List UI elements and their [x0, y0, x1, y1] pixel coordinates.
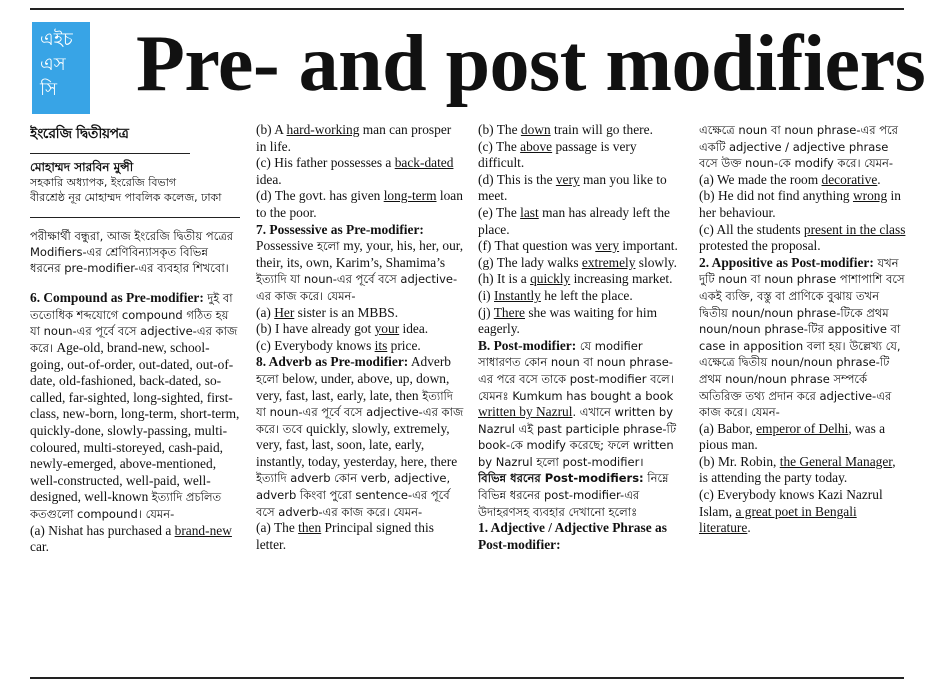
section-2-heading: 2. Appositive as Post-modifier: — [699, 254, 874, 270]
example-text: protested the proposal. — [699, 238, 821, 254]
example-text: (b) A — [256, 122, 287, 137]
example-text: . — [877, 171, 881, 187]
example-text: (c) Everybody knows Kazi Nazrul Islam, — [699, 487, 883, 519]
example-text: train will go there. — [550, 122, 653, 137]
example-text: (a) We made the room — [699, 171, 822, 187]
author-info — [30, 175, 240, 205]
section-6 — [30, 290, 240, 522]
section-tag: ইংরেজি দ্বিতীয়পত্র — [30, 126, 129, 142]
example-text: she was waiting for him eagerly. — [478, 304, 658, 337]
example-text: (d) The govt. has given — [256, 188, 384, 204]
example-text: (b) The — [478, 122, 521, 137]
example-text: sister is an MBBS. — [294, 304, 399, 320]
author-designation: সহকারি অধ্যাপক, ইংরেজি বিভাগ — [30, 176, 177, 190]
example-underline: long-term — [383, 188, 437, 204]
example-text: , was a pious man. — [699, 420, 886, 453]
example-6d — [256, 188, 464, 221]
example-underline: emperor of Delhi — [756, 420, 849, 436]
section-6-description: দুই বা ততোধিক শব্দযোগে compound গঠিত হয় যা noun-এর পূর্বে বসে adjective-এর কাজ করে। — [30, 291, 238, 355]
example-text: loan to the poor. — [256, 188, 463, 220]
example-underline: very — [595, 238, 620, 254]
example-underline: present in the class — [803, 221, 906, 237]
section-8-bn: ইত্যাদি যা noun-এর পূর্বে বসে adjective-এর কাজ করে। তবে — [256, 388, 464, 436]
example-text: (f) That question was — [478, 238, 596, 254]
example-8e — [478, 205, 686, 238]
example-text: in her behaviour. — [699, 188, 901, 220]
example-7a — [256, 305, 464, 322]
example-text: (d) This is the — [478, 171, 556, 187]
column-2 — [256, 122, 464, 671]
example-text: (c) His father possesses a — [256, 155, 395, 171]
example-8c — [478, 139, 686, 172]
column-4 — [699, 122, 906, 671]
example-8b — [478, 122, 686, 139]
section-7-bn: হলো — [313, 239, 344, 254]
section-6-heading: 6. Compound as Pre-modifier: — [30, 290, 204, 306]
example-underline: then — [298, 520, 322, 536]
example-text: (g) The lady walks — [478, 254, 582, 270]
example-7c — [256, 338, 464, 355]
hsc-badge: এইচ এস সি — [32, 22, 90, 114]
example-text: (j) — [478, 304, 494, 320]
example-underline: last — [520, 204, 539, 220]
section-8-bn: ইত্যাদি adverb কোন verb, adjective, adverb কিংবা পুরো sentence-এর পূর্বে বসে adverb-এর কাজ করে। যেমন- — [256, 471, 451, 519]
example-underline: There — [493, 304, 525, 320]
section-b-description: যে modifier সাধারণত কোন noun বা noun phrase-এর পরে বসে তাকে post-modifier বলে। যেমনঃ Kumkum has bought a book — [478, 338, 674, 403]
example-text: increasing market. — [570, 271, 673, 287]
example-underline: your — [374, 321, 400, 337]
section-8-list: quickly, slowly, extremely, very, fast, last, soon, late, early, instantly, today, yesterday, here, there — [256, 420, 458, 469]
top-rule — [30, 8, 904, 10]
example-underline: written by Nazrul — [478, 404, 573, 420]
example-text: slowly. — [635, 254, 677, 270]
example-text: important. — [619, 238, 678, 254]
example-text: (c) The — [478, 138, 521, 154]
example-text: idea. — [256, 171, 282, 187]
example-8i — [478, 288, 686, 305]
example-1c — [699, 222, 906, 255]
subsection-heading: বিভিন্ন ধরনের Post-modifiers: — [478, 471, 644, 486]
section-8-heading: 8. Adverb as Pre-modifier: — [256, 354, 409, 370]
section-8-term: Adverb — [408, 354, 452, 370]
example-text: man you like to meet. — [478, 171, 667, 204]
example-text: man has already left the place. — [478, 204, 670, 237]
example-underline: decorative — [821, 171, 878, 187]
example-underline: Her — [274, 304, 295, 320]
section-b-description: . এখানে written by Nazrul এই past participle phrase-টি book-কে modify করেছে; ফলে written by Nazrul হলো post-modifier। — [478, 405, 677, 469]
example-underline: Instantly — [494, 287, 541, 303]
section-7-list: my, your, his, her, our, their, its, own, Karim’s, Shamima’s — [256, 238, 464, 270]
example-underline: quickly — [530, 271, 571, 287]
example-text: (c) Everybody knows — [256, 337, 375, 353]
example-text: car. — [30, 539, 49, 555]
example-underline: above — [520, 138, 553, 154]
section-b-heading: B. Post-modifier: — [478, 337, 577, 353]
example-6c — [256, 155, 464, 188]
example-8f — [478, 238, 686, 255]
example-text: passage is very difficult. — [478, 138, 637, 171]
author-name: মোহাম্মদ সারবিন মুন্সী — [30, 153, 190, 176]
subsection-types — [478, 470, 686, 520]
example-6b — [256, 122, 464, 155]
section-7 — [256, 222, 464, 305]
section-8-list: below, under, above, up, down, very, fast, last, early, late, then — [256, 370, 450, 403]
section-7-heading: 7. Possessive as Pre-modifier: — [256, 221, 424, 237]
section-b — [478, 338, 686, 471]
example-2b — [699, 454, 906, 487]
example-text: . — [747, 520, 751, 536]
subsection-description: নিম্নে বিভিন্ন ধরনের post-modifier-এর উদাহরণসহ ব্যবহার দেখানো হলোঃ — [478, 471, 669, 519]
example-underline: wrong — [852, 188, 888, 204]
example-text: (a) The — [256, 520, 299, 536]
example-underline: down — [520, 122, 551, 137]
example-8j — [478, 305, 686, 338]
section-8-bn: হলো — [256, 371, 283, 386]
example-underline: brand-new — [174, 522, 232, 538]
example-text: price. — [387, 337, 421, 353]
example-underline: its — [374, 337, 388, 353]
example-7b — [256, 321, 464, 338]
example-text: (h) It is a — [478, 271, 531, 287]
example-text: (b) Mr. Robin, — [699, 453, 780, 469]
section-2 — [699, 255, 906, 421]
example-2a — [699, 421, 906, 454]
example-6a — [30, 523, 240, 556]
author-institution: বীরশ্রেষ্ঠ নূর মোহাম্মদ পাবলিক কলেজ, ঢাকা — [30, 191, 222, 205]
section-7-term: Possessive — [256, 238, 314, 254]
example-text: (a) — [256, 304, 275, 320]
example-text: (a) Babor, — [699, 420, 757, 436]
example-underline: the General Manager — [779, 453, 893, 469]
example-8h — [478, 271, 686, 288]
page-title: Pre- and post modifiers — [136, 20, 926, 108]
column-3 — [478, 122, 686, 671]
example-text: idea. — [399, 321, 429, 337]
intro-paragraph: পরীক্ষার্থী বন্ধুরা, আজ ইংরেজি দ্বিতীয় পত্রের Modifiers-এর শ্রেণিবিন্যাসকৃত বিভিন্ন ধরনের pre-modifier-এর ব্যবহার শিখবো। — [30, 217, 240, 276]
example-2c — [699, 487, 906, 537]
column-1 — [30, 122, 240, 671]
example-underline: back-dated — [394, 155, 454, 171]
section-8 — [256, 354, 464, 520]
example-underline: very — [555, 171, 580, 187]
example-text: Principal signed this letter. — [256, 520, 434, 552]
section-2-description: যখন দুটি noun বা noun phrase পাশাপাশি বসে একই ব্যক্তি, বস্তু বা প্রাণিকে বুঝায় তখন দ্বিতীয় noun/noun phrase-টিকে প্রথম noun/noun phrase-টির appositive বা case in apposition বলা হয়। উল্লেখ্য যে, এক্ষেত্রে দ্বিতীয় noun/noun phrase-টি প্রথম noun/noun phrase সম্পর্কে অতিরিক্ত তথ্য প্রদান করে adjective-এর কাজ করে। যেমন- — [699, 255, 905, 420]
section-1-heading: 1. Adjective / Adjective Phrase as Post-modifier: — [478, 520, 667, 552]
example-text: man can prosper in life. — [256, 122, 452, 154]
example-underline: extremely — [581, 254, 636, 270]
example-underline: a great poet in Bengali literature — [699, 503, 857, 536]
section-1-description: এক্ষেত্রে noun বা noun phrase-এর পরে একটি adjective / adjective phrase বসে উক্ত noun-কে modify করে। যেমন- — [699, 123, 898, 171]
example-text: (a) Nishat has purchased a — [30, 522, 175, 538]
example-text: (i) — [478, 287, 494, 303]
section-6-list: Age-old, brand-new, school-going, out-of-order, out-dated, out-of-date, old-fashioned, back-dated, so-called, far-sighted, long-sighted, first-class, new-born, long-term, short-term, quickly-done, slowly-passing, multi-coloured, multi-storeyed, cash-paid, newly-emerged, above-mentioned, well-constructed, well-paid, well-designed, well-known — [30, 339, 240, 505]
example-text: (e) The — [478, 204, 521, 220]
example-underline: hard-working — [286, 122, 360, 137]
example-text: he left the place. — [540, 287, 633, 303]
example-1b — [699, 188, 906, 221]
example-text: (b) He did not find anything — [699, 188, 853, 204]
example-text: (b) I have already got — [256, 321, 375, 337]
example-text: , is attending the party today. — [699, 453, 896, 486]
section-6-etc: ইত্যাদি প্রচলিত কতগুলো compound। যেমন- — [30, 490, 222, 521]
example-8g — [478, 255, 686, 272]
example-8d — [478, 172, 686, 205]
section-7-bn: ইত্যাদি যা noun-এর পূর্বে বসে adjective-এর কাজ করে। যেমন- — [256, 272, 458, 303]
example-1a — [699, 172, 906, 189]
example-text: (c) All the students — [699, 221, 804, 237]
bottom-rule — [30, 677, 904, 679]
example-8a — [256, 520, 464, 553]
